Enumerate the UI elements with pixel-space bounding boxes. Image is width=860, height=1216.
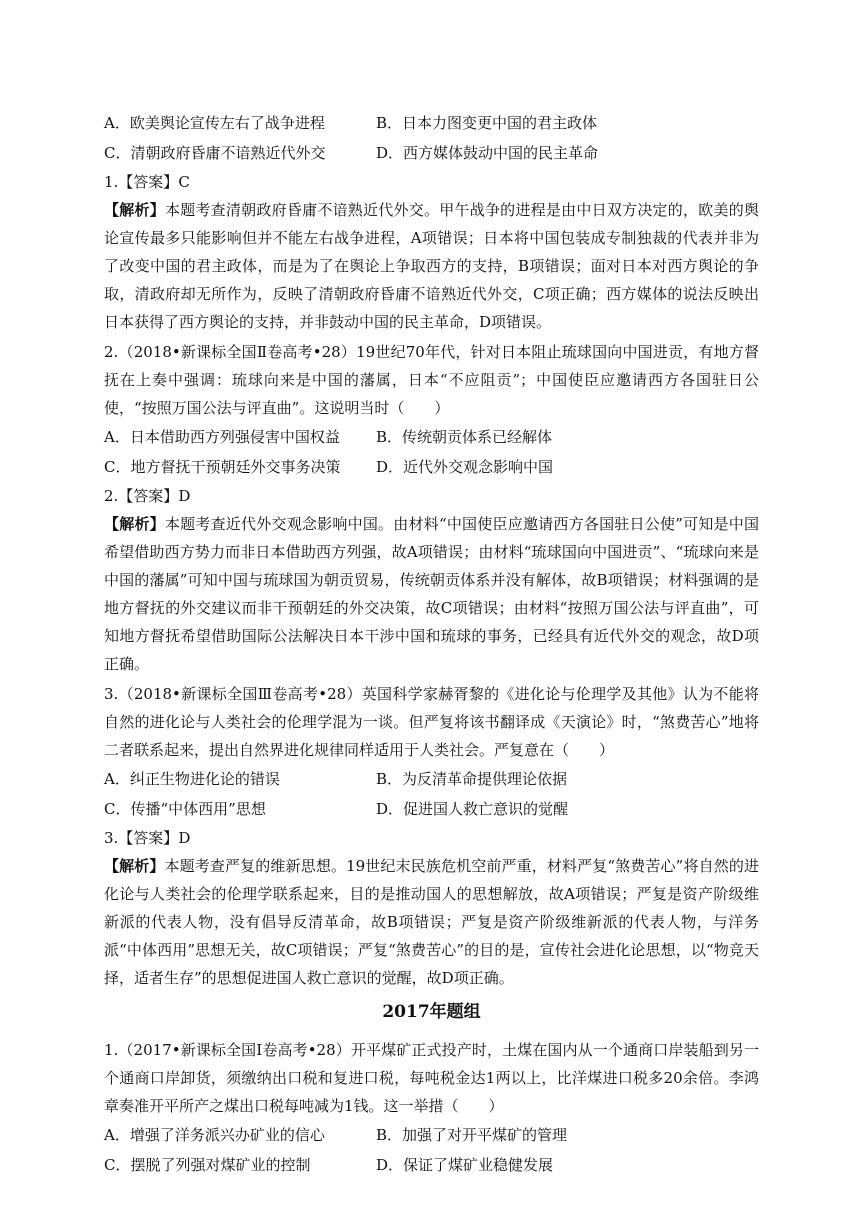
option-b: B．日本力图变更中国的君主政体 [376, 114, 598, 132]
analysis-paragraph [104, 852, 759, 992]
analysis-paragraph [104, 196, 759, 336]
option-a: A．日本借助西方列强侵害中国权益 [104, 428, 340, 446]
option-c: C．传播“中体西用”思想 [104, 800, 266, 818]
analysis-label: 【解析】 [104, 857, 165, 875]
answer-value: D [178, 829, 191, 847]
question-stem: 3.（2018•新课标全国Ⅲ卷高考•28）英国科学家赫胥黎的《进化论与伦理学及其他》认为不能将自然的进化论与人类社会的伦理学混为一谈。但严复将该书翻译成《天演论》时，“煞费苦心”地将二者联系起来，提出自然界进化规律同样适用于人类社会。严复意在（ ） [104, 685, 759, 759]
section-heading: 2017年题组 [382, 1002, 481, 1022]
option-row [104, 1120, 759, 1150]
option-d: D．保证了煤矿业稳健发展 [376, 1156, 554, 1174]
option-c: C．清朝政府昏庸不谙熟近代外交 [104, 144, 326, 162]
analysis-label: 【解析】 [104, 515, 165, 533]
answer-value: D [178, 487, 191, 505]
option-b: B．加强了对开平煤矿的管理 [376, 1126, 568, 1144]
answer-label: 2.【答案】 [104, 487, 179, 505]
option-row [104, 794, 759, 824]
answer-line [104, 824, 759, 852]
option-c: C．摆脱了列强对煤矿业的控制 [104, 1156, 311, 1174]
answer-label: 1.【答案】 [104, 173, 179, 191]
answer-line [104, 482, 759, 510]
option-b: B．传统朝贡体系已经解体 [376, 428, 553, 446]
option-a: A．纠正生物进化论的错误 [104, 770, 280, 788]
option-row [104, 138, 759, 168]
option-row [104, 452, 759, 482]
analysis-text: 本题考查清朝政府昏庸不谙熟近代外交。甲午战争的进程是由中日双方决定的，欧美的舆论宣传最多只能影响但并不能左右战争进程，A项错误；日本将中国包装成专制独裁的代表并非为了改变中国的君主政体，而是为了在舆论上争取西方的支持，B项错误；面对日本对西方舆论的争取，清政府却无所作为，反映了清朝政府昏庸不谙熟近代外交，C项正确；西方媒体的说法反映出日本获得了西方舆论的支持，并非鼓动中国的民主革命，D项错误。 [104, 201, 759, 331]
answer-line [104, 168, 759, 196]
option-a: A．增强了洋务派兴办矿业的信心 [104, 1126, 325, 1144]
option-b: B．为反清革命提供理论依据 [376, 770, 568, 788]
option-row [104, 422, 759, 452]
option-d: D．西方媒体鼓动中国的民主革命 [376, 144, 599, 162]
question-stem: 1.（2017•新课标全国Ⅰ卷高考•28）开平煤矿正式投产时，土煤在国内从一个通商口岸装船到另一个通商口岸卸货，须缴纳出口税和复进口税，每吨税金达1两以上，比洋煤进口税多20余倍。李鸿章奏准开平所产之煤出口税每吨减为1钱。这一举措（ ） [104, 1041, 759, 1115]
option-d: D．近代外交观念影响中国 [376, 458, 554, 476]
analysis-label: 【解析】 [104, 201, 165, 219]
option-c: C．地方督抚干预朝廷外交事务决策 [104, 458, 341, 476]
answer-label: 3.【答案】 [104, 829, 179, 847]
option-row [104, 764, 759, 794]
answer-value: C [178, 173, 190, 191]
option-a: A．欧美舆论宣传左右了战争进程 [104, 114, 325, 132]
option-row [104, 108, 759, 138]
option-row [104, 1150, 759, 1180]
analysis-paragraph [104, 510, 759, 678]
analysis-text: 本题考查近代外交观念影响中国。由材料“中国使臣应邀请西方各国驻日公使”可知是中国希望借助西方势力而非日本借助西方列强，故A项错误；由材料“琉球国向中国进贡”、“琉球向来是中国的藩属”可知中国与琉球国为朝贡贸易，传统朝贡体系并没有解体，故B项错误；材料强调的是地方督抚的外交建议而非干预朝廷的外交决策，故C项错误；由材料“按照万国公法与评直曲”，可知地方督抚希望借助国际公法解决日本干涉中国和琉球的事务，已经具有近代外交的观念，故D项正确。 [104, 515, 759, 673]
option-d: D．促进国人救亡意识的觉醒 [376, 800, 569, 818]
analysis-text: 本题考查严复的维新思想。19世纪末民族危机空前严重，材料严复“煞费苦心”将自然的进化论与人类社会的伦理学联系起来，目的是推动国人的思想解放，故A项错误；严复是资产阶级维新派的代表人物，没有倡导反清革命，故B项错误；严复是资产阶级维新派的代表人物，与洋务派“中体西用”思想无关，故C项错误；严复“煞费苦心”的目的是，宣传社会进化论思想，以“物竞天择，适者生存”的思想促进国人救亡意识的觉醒，故D项正确。 [104, 857, 759, 987]
question-stem: 2.（2018•新课标全国Ⅱ卷高考•28）19世纪70年代，针对日本阻止琉球国向中国进贡，有地方督抚在上奏中强调：琉球向来是中国的藩属，日本“不应阻贡”；中国使臣应邀请西方各国驻日公使，“按照万国公法与评直曲”。这说明当时（ ） [104, 343, 759, 417]
document-page [104, 108, 759, 1180]
